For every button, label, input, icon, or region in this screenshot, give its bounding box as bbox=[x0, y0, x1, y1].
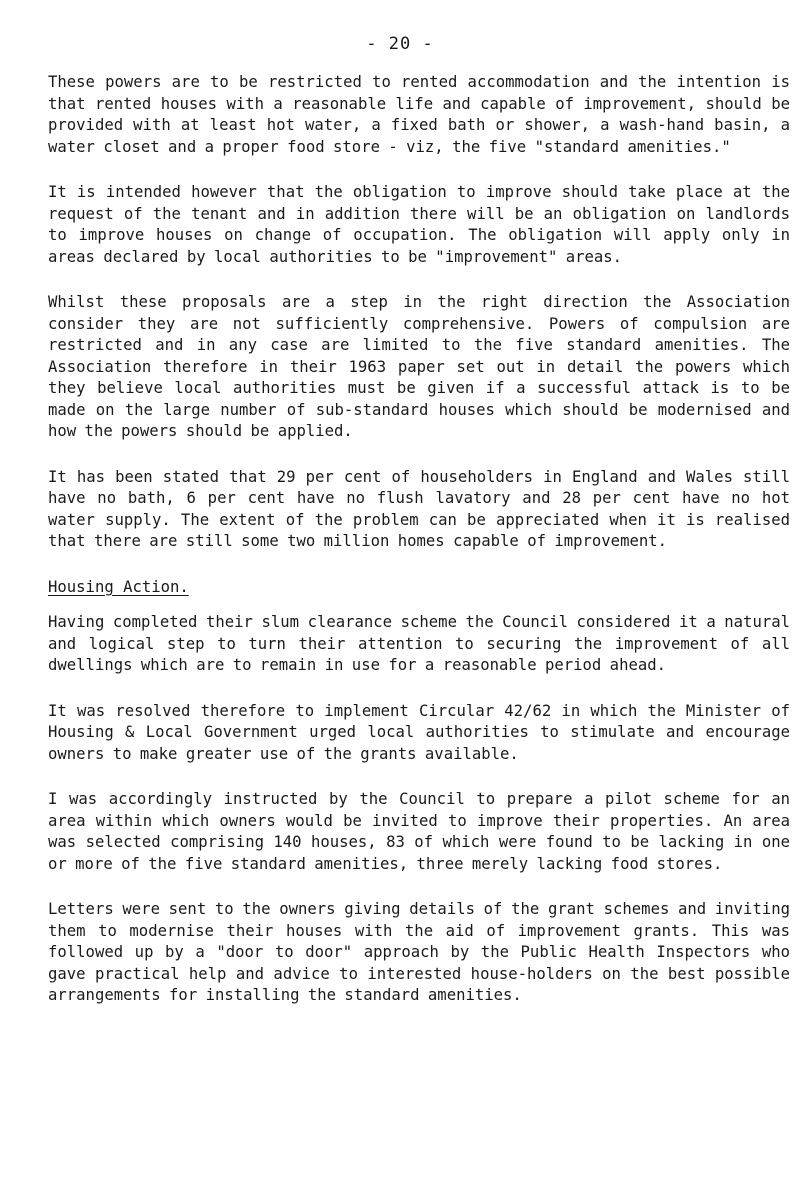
paragraph-slum-clearance: Having completed their slum clearance scheme the Council considered it a natural and logical step to turn their attention to securing the improvement of all dwellings which are to remain in use for a reasonable period ahead. bbox=[48, 613, 790, 674]
page-number: - 20 - bbox=[366, 34, 434, 54]
paragraph-circular: It was resolved therefore to implement Circular 42/62 in which the Minister of Housing & Local Government urged local authorities to stimulate and encourage owners to make greater use of the grants available. bbox=[48, 701, 790, 763]
paragraph-standard-amenities: These powers are to be restricted to rented accommodation and the intention is that rented houses with a reasonable life and capable of improvement, should be provided with at least hot water, a fixed bath or shower, a wash-hand basin, a water closet and a proper food store - viz, the five "standard amenities." bbox=[48, 73, 790, 156]
paragraph-letters-to-owners: Letters were sent to the owners giving details of the grant schemes and inviting them to modernise their houses with the aid of improvement grants. This was followed up by a "door to door" approach by the Public Health Inspectors who gave practical help and advice to interested house-holders on the best possible arrangements for installing the standard amenities. bbox=[48, 900, 790, 1004]
paragraph-association-proposals: Whilst these proposals are a step in the right direction the Association consider they are not sufficiently comprehensive. Powers of compulsion are restricted and in any case are limited to the five standard amenities. The Association therefore in their 1963 paper set out in detail the powers which they believe local authorities must be given if a successful attack is to be made on the large number of sub-standard houses which should be modernised and how the powers should be applied. bbox=[48, 293, 790, 440]
paragraph-household-statistics: It has been stated that 29 per cent of householders in England and Wales still have no bath, 6 per cent have no flush lavatory and 28 per cent have no hot water supply. The extent of the problem can be appreciated when it is realised that there are still some two million homes capable of improvement. bbox=[48, 467, 790, 550]
body-text bbox=[48, 72, 790, 1031]
paragraph-pilot-scheme: I was accordingly instructed by the Council to prepare a pilot scheme for an area within which owners would be invited to improve their properties. An area was selected comprising 140 houses, 83 of which were found to be lacking in one or more of the five standard amenities, three merely lacking food stores. bbox=[48, 790, 790, 873]
section-heading-housing-action: Housing Action. bbox=[48, 577, 189, 596]
paragraph-obligation-to-improve: It is intended however that the obligation to improve should take place at the request of the tenant and in addition there will be an obligation on landlords to improve houses on change of occupation. The obligation will apply only in areas declared by local authorities to be "improvement" areas. bbox=[48, 183, 790, 266]
